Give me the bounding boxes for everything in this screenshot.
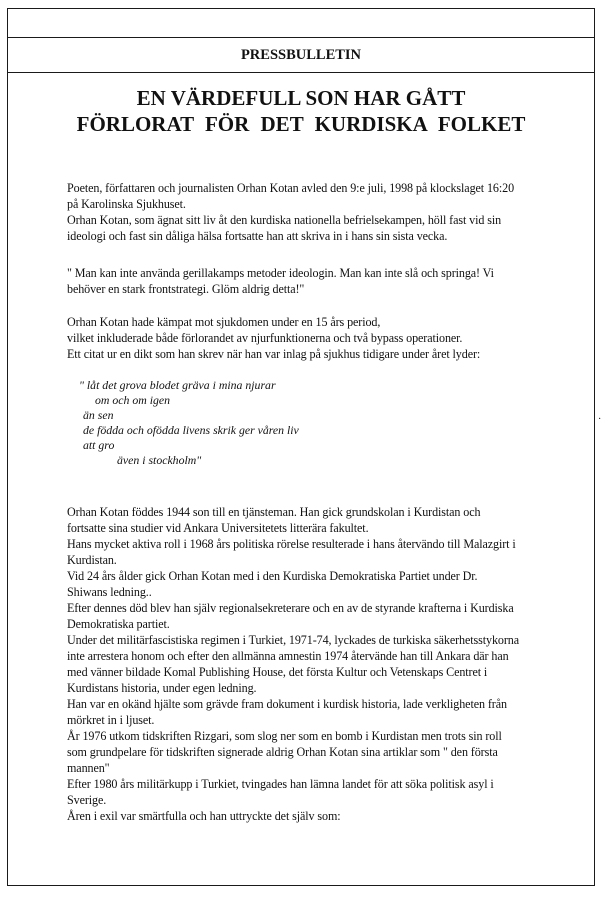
poem-line: även i stockholm" <box>117 453 202 467</box>
biography-line: Han var en okänd hjälte som grävde fram dokument i kurdisk historia, lade verkligheten från <box>67 697 507 711</box>
illness-line: Ett citat ur en dikt som han skrev när han var inlag på sjukhus tidigare under året lyder: <box>67 347 481 361</box>
biography-line: mörkret in i ljuset. <box>67 713 155 727</box>
biography-line: Under det militärfascistiska regimen i Turkiet, 1971-74, lyckades de turkiska säkerhetsstykorna <box>67 633 519 647</box>
biography-line: År 1976 utkom tidskriften Rizgari, som slog ner som en bomb i Kurdistan men trots sin roll <box>67 729 502 743</box>
biography-line: Sverige. <box>67 793 107 807</box>
biography-line: Efter dennes död blev han själv regionalsekreterare och en av de styrande krafterna i Kurdiska <box>67 601 514 615</box>
biography-line: Vid 24 års ålder gick Orhan Kotan med i den Kurdiska Demokratiska Partiet under Dr. <box>67 569 478 583</box>
scan-mark: · <box>598 414 602 425</box>
illness-paragraph <box>67 314 587 362</box>
poem-line: om och om igen <box>95 393 171 407</box>
biography-line: Demokratiska partiet. <box>67 617 170 631</box>
intro-line: ideologi och fast sin dåliga hälsa fortsatte han att skriva in i hans sin sista vecka. <box>67 229 448 243</box>
intro-line: Orhan Kotan, som ägnat sitt liv åt den kurdiska nationella befrielsekampen, höll fast vid sin <box>67 213 502 227</box>
quote-line: behöver en stark frontstrategi. Glöm aldrig detta!" <box>67 282 305 296</box>
poem-line: " låt det grova blodet gräva i mina njurar <box>79 378 276 392</box>
illness-line: Orhan Kotan hade kämpat mot sjukdomen under en 15 års period, <box>67 315 381 329</box>
intro-paragraph <box>67 180 587 244</box>
headline-line-2: FÖRLORAT FÖR DET KURDISKA FOLKET <box>76 112 526 136</box>
illness-line: vilket inkluderade både förlorandet av njurfunktionerna och två bypass operationer. <box>67 331 463 345</box>
poem <box>79 378 299 468</box>
headline-line-1: EN VÄRDEFULL SON HAR GÅTT <box>136 86 466 110</box>
biography-line: Åren i exil var smärtfulla och han uttryckte det själv som: <box>67 809 341 823</box>
quote-line: " Man kan inte använda gerillakamps metoder ideologin. Man kan inte slå och springa! Vi <box>67 266 494 280</box>
biography-line: som grundpelare för tidskriften signerade aldrig Orhan Kotan sina artiklar som " den första <box>67 745 498 759</box>
biography-paragraph <box>67 504 587 824</box>
intro-line: Poeten, författaren och journalisten Orhan Kotan avled den 9:e juli, 1998 på klockslaget 16:20 <box>67 181 515 195</box>
biography-line: inte arrestera honom och efter den allmänna amnestin 1974 återvände han till Ankara där han <box>67 649 509 663</box>
biography-line: Kurdistan. <box>67 553 117 567</box>
biography-line: fortsatte sina studier vid Ankara Universitetets litterära fakultet. <box>67 521 369 535</box>
bulletin-header: PRESSBULLETIN <box>8 37 594 73</box>
intro-line: på Karolinska Sjukhuset. <box>67 197 186 211</box>
poem-line: de födda och ofödda livens skrik ger våren liv <box>83 423 299 437</box>
biography-line: Shiwans ledning.. <box>67 585 152 599</box>
biography-line: mannen" <box>67 761 110 775</box>
poem-line: att gro <box>83 438 115 452</box>
quote-paragraph <box>67 265 587 297</box>
headline <box>8 85 594 137</box>
biography-line: Orhan Kotan föddes 1944 son till en tjänsteman. Han gick grundskolan i Kurdistan och <box>67 505 481 519</box>
poem-line: än sen <box>83 408 114 422</box>
biography-line: med vänner bildade Komal Publishing House, det första Kultur och Vetenskaps Centret i <box>67 665 488 679</box>
biography-line: Hans mycket aktiva roll i 1968 års politiska rörelse resulterade i hans återvändo till Malazgirt i <box>67 537 516 551</box>
biography-line: Kurdistans historia, under egen ledning. <box>67 681 257 695</box>
biography-line: Efter 1980 års militärkupp i Turkiet, tvingades han lämna landet för att söka politisk asyl i <box>67 777 494 791</box>
